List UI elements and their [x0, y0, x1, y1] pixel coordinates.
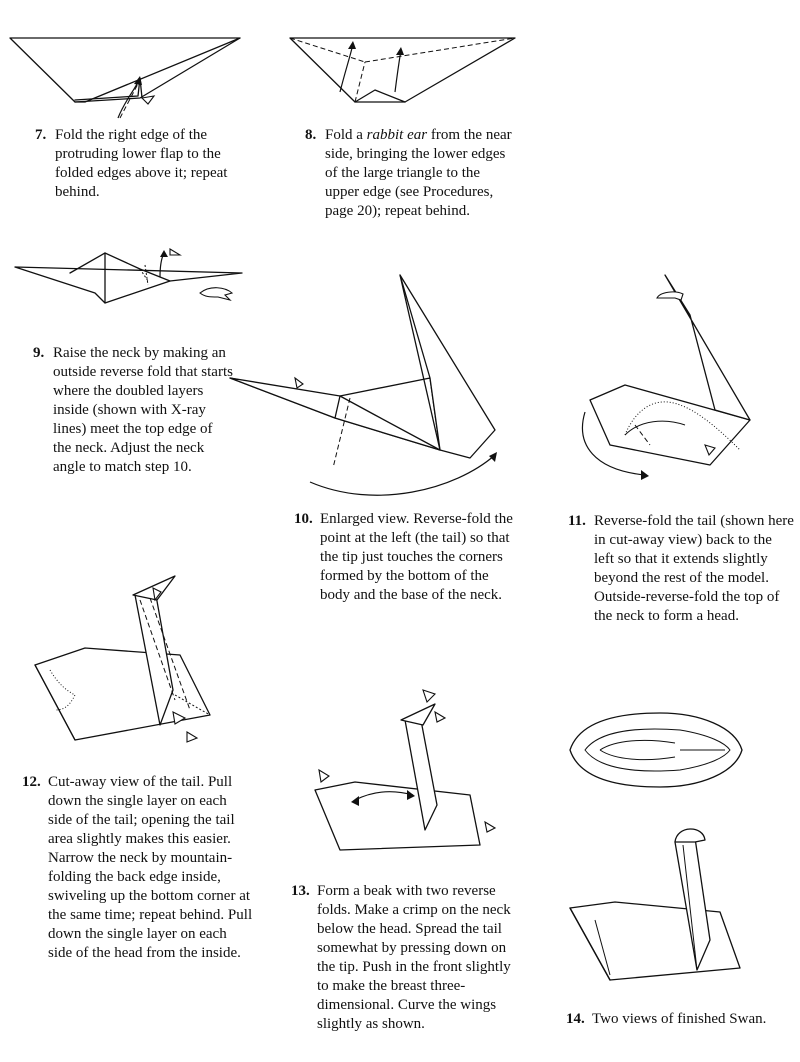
step-13-text [291, 882, 517, 1034]
step-9-number: 9. [33, 345, 45, 361]
step-14-top-view-icon [560, 705, 750, 800]
step-12-diagram-icon [25, 570, 235, 755]
step-8-body-end: from the near side, bringing the lower edges of the large triangle to the upper edge (see Procedures, page 20); repeat behind. [325, 127, 512, 219]
step-11-diagram-icon [565, 270, 785, 500]
step-11-number: 11. [568, 513, 586, 529]
step-14-side-view-icon [565, 820, 750, 995]
step-8-diagram-icon [285, 32, 520, 112]
step-9-body: Raise the neck by making an outside reverse fold that starts where the doubled layers inside (shown with X-ray lines) meet the top edge of the neck. Adjust the neck angle to match step 10. [53, 345, 233, 475]
step-13-body: Form a beak with two reverse folds. Make a crimp on the neck below the head. Spread the tail somewhat by pressing down on the tip. Push in the front slightly to make the breast three-dimensional. Curve the wings slightly as shown. [317, 883, 511, 1032]
step-7-number: 7. [35, 127, 47, 143]
step-14-text [566, 1010, 792, 1029]
step-10-body: Enlarged view. Reverse-fold the point at the left (the tail) so that the tip just touches the corners formed by the bottom of the body and the base of the neck. [320, 511, 513, 603]
step-13-number: 13. [291, 883, 310, 899]
step-9-text [33, 344, 233, 477]
step-12-text [22, 773, 253, 963]
step-8-body-start: Fold a [325, 127, 367, 143]
step-14-body: Two views of finished Swan. [592, 1011, 767, 1027]
step-10-diagram-icon [225, 270, 510, 510]
step-11-body: Reverse-fold the tail (shown here in cut-away view) back to the left so that it extends slightly beyond the rest of the model. Outside-reverse-fold the top of the neck to form a head. [594, 513, 794, 624]
step-14-number: 14. [566, 1011, 585, 1027]
step-7-body: Fold the right edge of the protruding lower flap to the folded edges above it; repeat behind. [55, 127, 228, 200]
step-8-text [305, 126, 515, 221]
step-10-number: 10. [294, 511, 313, 527]
step-12-number: 12. [22, 774, 41, 790]
step-8-number: 8. [305, 127, 317, 143]
step-7-text [35, 126, 250, 202]
step-8-italic-term: rabbit ear [366, 127, 428, 143]
step-11-text [568, 512, 794, 626]
step-12-body: Cut-away view of the tail. Pull down the single layer on each side of the tail; opening the tail area slightly makes this easier. Narrow the neck by mountain-folding the back edge inside, swiveling up the bottom corner at the same time; repeat behind. Pull down the single layer on each side of the head from the inside. [48, 774, 253, 961]
step-9-diagram-icon [10, 245, 250, 315]
step-10-text [294, 510, 515, 605]
step-13-diagram-icon [295, 690, 505, 865]
step-7-diagram-icon [0, 30, 250, 120]
